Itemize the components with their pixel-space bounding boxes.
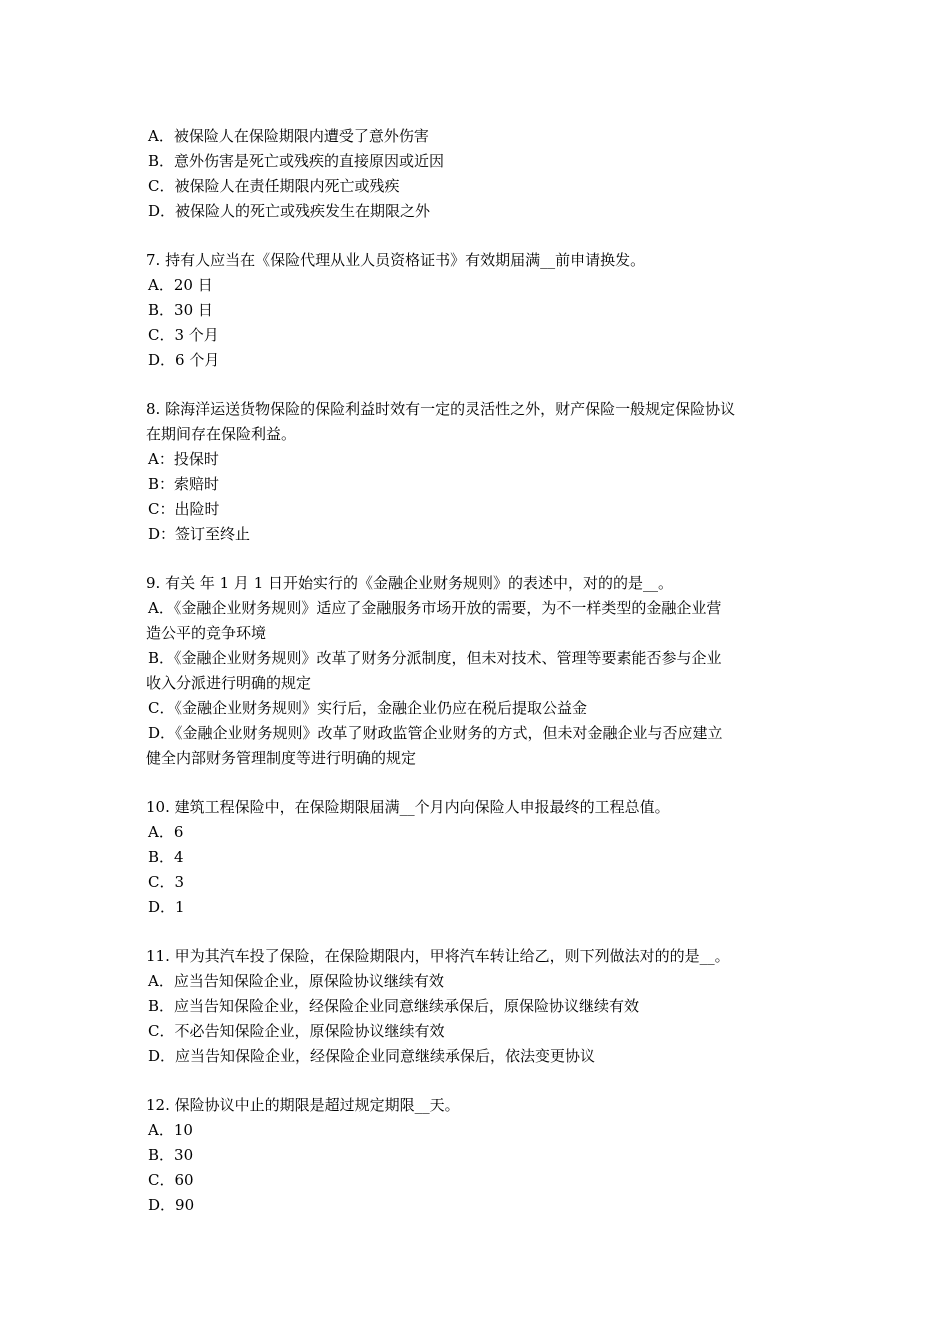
q11-option-d: D．应当告知保险企业，经保险企业同意继续承保后，依法变更协议	[148, 1047, 596, 1065]
q8-option-b: B：索赔时	[148, 475, 220, 493]
q10-stem: 10. 建筑工程保险中，在保险期限届满__个月内向保险人申报最终的工程总值。	[146, 798, 670, 816]
q10-option-b: B．4	[148, 848, 184, 866]
q10-option-d: D．1	[148, 898, 185, 916]
document-page	[146, 124, 810, 1218]
q6-option-b: B．意外伤害是死亡或残疾的直接原因或近因	[148, 152, 445, 170]
spacer	[146, 373, 810, 397]
q9-stem: 9. 有关 年 1 月 1 日开始实行的《金融企业财务规则》的表述中，对的的是__。	[146, 574, 674, 592]
question-10	[146, 795, 810, 920]
spacer	[146, 920, 810, 944]
q8-stem-line-2: 在期间存在保险利益。	[146, 425, 297, 443]
q8-stem-line-1: 8. 除海洋运送货物保险的保险利益时效有一定的灵活性之外，财产保险一般规定保险协议	[146, 400, 736, 418]
spacer	[146, 224, 810, 248]
q9-option-a-line-2: 造公平的竞争环境	[146, 624, 267, 642]
q11-option-a: A．应当告知保险企业，原保险协议继续有效	[148, 972, 444, 990]
q11-stem: 11. 甲为其汽车投了保险，在保险期限内，甲将汽车转让给乙，则下列做法对的的是__。	[146, 947, 730, 965]
q9-option-d-line-2: 健全内部财务管理制度等进行明确的规定	[146, 749, 417, 767]
q9-option-b-line-1: B．《金融企业财务规则》改革了财务分派制度，但未对技术、管理等要素能否参与企业	[148, 649, 722, 667]
q7-stem: 7. 持有人应当在《保险代理从业人员资格证书》有效期届满__前申请换发。	[146, 251, 646, 269]
q6-option-a: A．被保险人在保险期限内遭受了意外伤害	[148, 127, 429, 145]
q12-option-d: D．90	[148, 1196, 195, 1214]
q11-option-b: B．应当告知保险企业，经保险企业同意继续承保后，原保险协议继续有效	[148, 997, 640, 1015]
q7-option-d: D．6 个月	[148, 351, 220, 369]
spacer	[146, 547, 810, 571]
question-8	[146, 397, 810, 547]
q9-option-d-line-1: D．《金融企业财务规则》改革了财政监管企业财务的方式，但未对金融企业与否应建立	[148, 724, 723, 742]
question-6	[146, 124, 810, 224]
question-7	[146, 248, 810, 373]
q8-option-c: C：出险时	[148, 500, 220, 518]
q8-option-d: D：签订至终止	[148, 525, 251, 543]
q11-option-c: C．不必告知保险企业，原保险协议继续有效	[148, 1022, 445, 1040]
question-12	[146, 1093, 810, 1218]
q6-option-d: D．被保险人的死亡或残疾发生在期限之外	[148, 202, 431, 220]
q8-option-a: A：投保时	[148, 450, 219, 468]
q9-option-b-line-2: 收入分派进行明确的规定	[146, 674, 312, 692]
q10-option-c: C．3	[148, 873, 185, 891]
q7-option-c: C．3 个月	[148, 326, 219, 344]
q12-stem: 12. 保险协议中止的期限是超过规定期限__天。	[146, 1096, 460, 1114]
question-11	[146, 944, 810, 1069]
q7-option-b: B．30 日	[148, 301, 213, 319]
q12-option-c: C．60	[148, 1171, 194, 1189]
spacer	[146, 771, 810, 795]
spacer	[146, 1069, 810, 1093]
q6-option-c: C．被保险人在责任期限内死亡或残疾	[148, 177, 400, 195]
q9-option-a-line-1: A．《金融企业财务规则》适应了金融服务市场开放的需要，为不一样类型的金融企业营	[148, 599, 722, 617]
q10-option-a: A．6	[148, 823, 184, 841]
q7-option-a: A．20 日	[148, 276, 213, 294]
q12-option-b: B．30	[148, 1146, 194, 1164]
question-9	[146, 571, 810, 771]
q9-option-c: C．《金融企业财务规则》实行后，金融企业仍应在税后提取公益金	[148, 699, 587, 717]
q12-option-a: A．10	[148, 1121, 193, 1139]
